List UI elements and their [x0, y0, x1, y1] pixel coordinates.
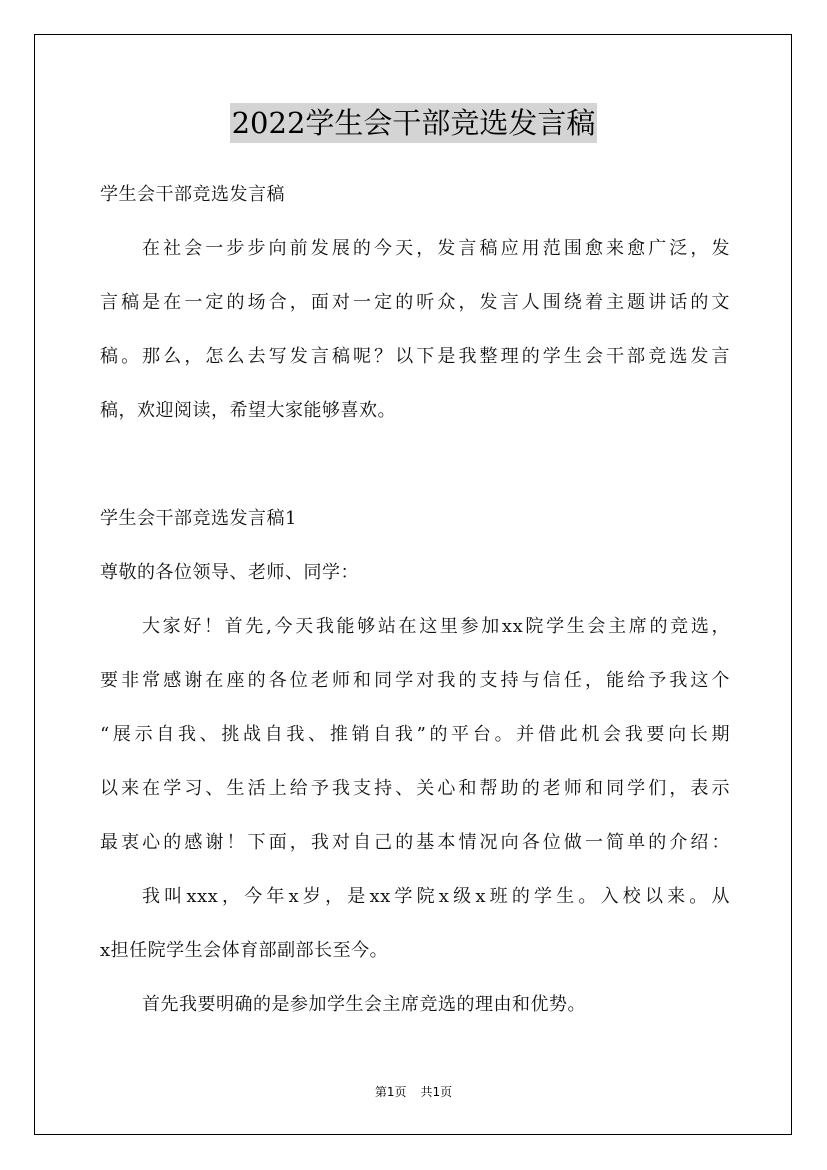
- intro-line-1: 在社会一步步向前发展的今天，发言稿应用范围愈来愈广泛，发: [142, 238, 730, 259]
- page-number-current: 第1页: [374, 1085, 407, 1099]
- para1-line-3: “展示自我、挑战自我、推销自我”的平台。并借此机会我要向长期: [100, 724, 730, 745]
- page-footer: [0, 1083, 827, 1100]
- para3-line-1: 首先我要明确的是参加学生会主席竞选的理由和优势。: [142, 994, 586, 1015]
- intro-line-3: 稿。那么，怎么去写发言稿呢？以下是我整理的学生会干部竞选发言: [100, 346, 730, 367]
- section-heading: 学生会干部竞选发言稿1: [100, 508, 297, 529]
- subtitle: 学生会干部竞选发言稿: [100, 184, 285, 205]
- para1-line-2: 要非常感谢在座的各位老师和同学对我的支持与信任，能给予我这个: [100, 670, 730, 691]
- document-body: [100, 168, 730, 1032]
- para2-line-1: 我叫xxx，今年x岁，是xx学院x级x班的学生。入校以来。从: [142, 886, 730, 907]
- title-container: [0, 103, 827, 143]
- paragraph-gap: [100, 438, 730, 492]
- intro-line-2: 言稿是在一定的场合，面对一定的听众，发言人围绕着主题讲话的文: [100, 292, 730, 313]
- salutation: 尊敬的各位领导、老师、同学：: [100, 562, 359, 583]
- para1-line-4: 以来在学习、生活上给予我支持、关心和帮助的老师和同学们，表示: [100, 778, 730, 799]
- para1-line-5: 最衷心的感谢！下面，我对自己的基本情况向各位做一简单的介绍：: [100, 832, 730, 853]
- para2-line-2: x担任院学生会体育部副部长至今。: [100, 940, 389, 961]
- page-number-total: 共1页: [420, 1085, 453, 1099]
- intro-line-4: 稿，欢迎阅读，希望大家能够喜欢。: [100, 400, 396, 421]
- para1-line-1: 大家好！首先,今天我能够站在这里参加xx院学生会主席的竞选，: [142, 616, 730, 637]
- document-title: 2022学生会干部竞选发言稿: [230, 103, 598, 143]
